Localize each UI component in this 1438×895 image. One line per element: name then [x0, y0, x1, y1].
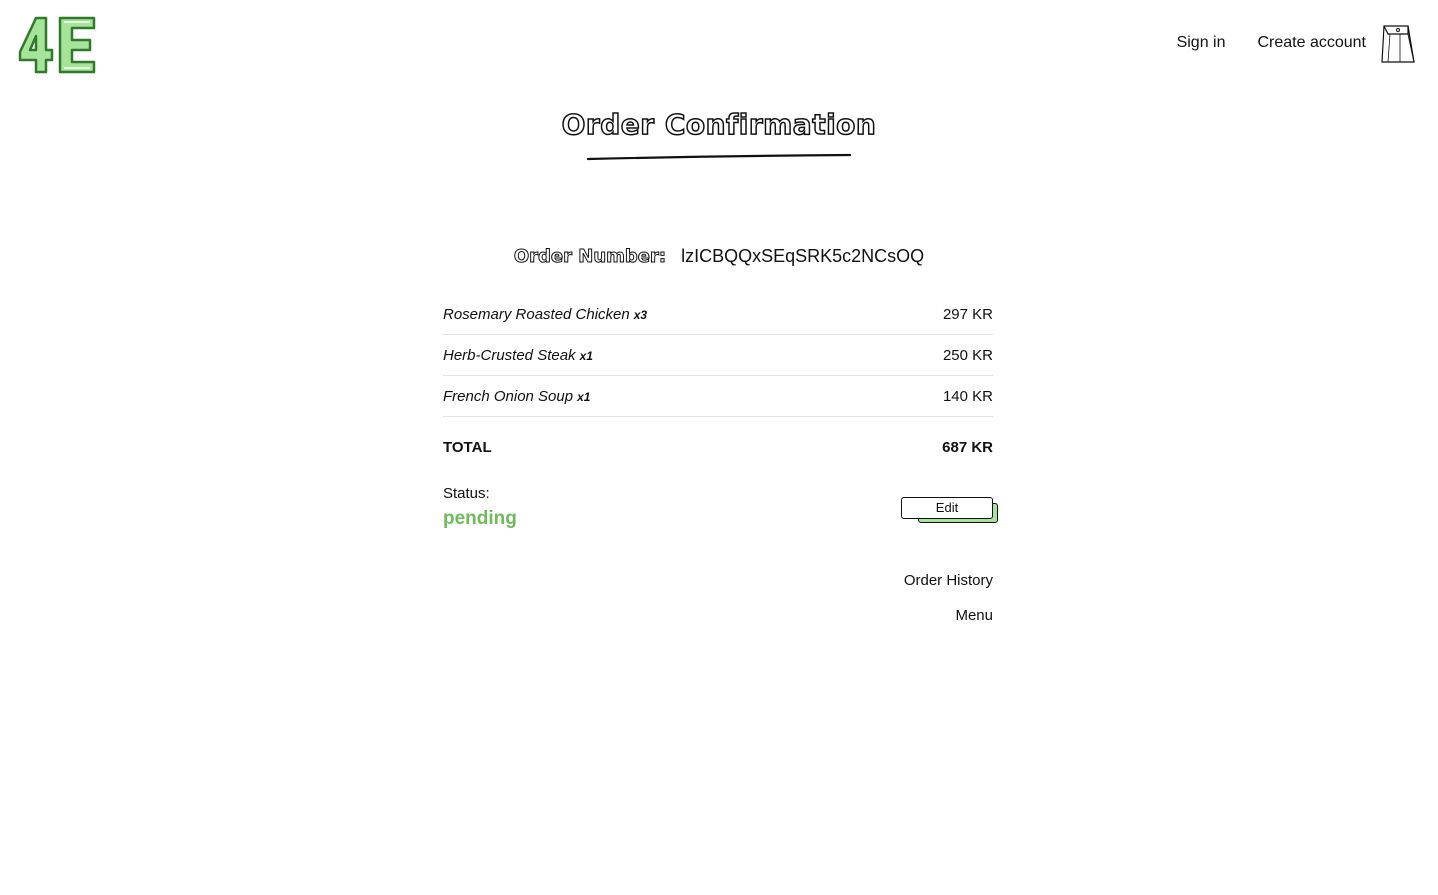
logo[interactable] [14, 12, 100, 78]
item-qty: x1 [579, 348, 593, 363]
menu-link[interactable]: Menu [955, 607, 993, 624]
order-status [443, 485, 517, 530]
order-item [443, 376, 993, 417]
title-underline [586, 152, 852, 162]
edit-button[interactable]: Edit [901, 497, 993, 519]
create-account-link[interactable]: Create account [1257, 34, 1366, 51]
total-label: TOTAL [443, 439, 492, 456]
order-history-link[interactable]: Order History [903, 572, 993, 589]
sign-in-link[interactable]: Sign in [1176, 34, 1226, 51]
item-price: 297 KR [942, 305, 993, 323]
order-number-label: Order Number: [513, 246, 667, 267]
footer-links [904, 572, 993, 642]
order-items [443, 294, 993, 456]
item-price: 140 KR [942, 387, 993, 405]
shopping-bag-icon[interactable] [1380, 22, 1416, 66]
page-title: Order Confirmation [561, 108, 877, 141]
item-qty: x3 [633, 307, 648, 322]
order-number-value: lzICBQQxSEqSRK5c2NCsOQ [681, 246, 925, 266]
item-qty: x1 [577, 389, 591, 404]
status-badge: pending [443, 508, 517, 529]
order-item [443, 294, 993, 335]
total-value: 687 KR [942, 439, 993, 456]
edit-button-wrap [901, 497, 997, 523]
order-number-row [0, 246, 1438, 267]
item-name: Herb-Crusted Steak [443, 346, 576, 364]
title-wrap [0, 108, 1438, 141]
item-price: 250 KR [942, 346, 993, 364]
top-nav [1177, 34, 1366, 52]
order-item [443, 335, 993, 376]
item-name: Rosemary Roasted Chicken [443, 305, 630, 323]
order-total-row [443, 439, 993, 456]
status-label: Status: [443, 485, 490, 502]
item-name: French Onion Soup [443, 387, 574, 405]
